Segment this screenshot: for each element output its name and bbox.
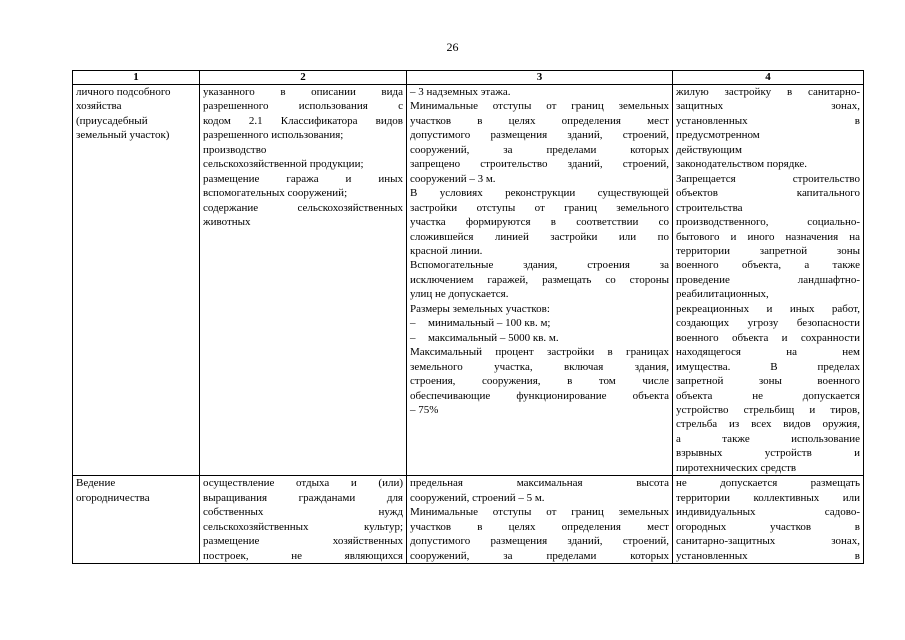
text-line: сельскохозяйственных культур; xyxy=(203,520,403,533)
text-line: установленных в xyxy=(676,114,860,127)
text-line: не допускается размещать xyxy=(676,477,860,490)
text-line: участков в целях определения мест xyxy=(410,114,669,127)
text-line: запретной зоны военного xyxy=(676,375,860,388)
list-dash: – xyxy=(410,331,416,344)
text-line: находящегося на нем xyxy=(676,346,860,359)
text-line: объектов капитального xyxy=(676,187,860,200)
text-line: сложившейся линией застройки или по xyxy=(410,230,669,243)
text-line: территории коллективных или xyxy=(676,491,860,504)
text-line: – 75% xyxy=(410,403,439,416)
text-line: содержание сельскохозяйственных xyxy=(203,201,403,214)
text-line: Ведение xyxy=(76,477,116,490)
cell-restrictions xyxy=(673,85,864,476)
text-line: проведение ландшафтно- xyxy=(676,273,860,286)
text-line: сооружений, за пределами которых xyxy=(410,143,669,156)
column-header-3: 3 xyxy=(407,71,673,85)
text-line: исключением гаражей, размещать со стороны xyxy=(410,273,669,286)
text-line: Запрещается строительство xyxy=(676,172,860,185)
text-line: – 3 надземных этажа. xyxy=(410,86,511,98)
table-header-row xyxy=(73,71,864,85)
text-line: огородных участков в xyxy=(676,520,860,533)
text-line: обеспечивающие функционирование объекта xyxy=(410,389,669,402)
text-line: производство xyxy=(203,143,267,156)
table-row xyxy=(73,85,864,476)
list-dash: – xyxy=(410,317,416,330)
text-line: создающих угрозу безопасности xyxy=(676,317,860,330)
text-line: указанного в описании вида xyxy=(203,86,403,98)
text-line: сельскохозяйственной продукции; xyxy=(203,158,364,171)
text-line: участков в целях определения мест xyxy=(410,520,669,533)
cell-construction-parameters xyxy=(407,476,673,564)
text-line: жилую застройку в санитарно- xyxy=(676,86,860,98)
text-line: военного объекта, а также xyxy=(676,259,860,272)
text-line: (приусадебный xyxy=(76,114,148,127)
text-line: а также использование xyxy=(676,432,860,445)
text-line: участка формируются в соответствии со xyxy=(410,216,669,229)
text-line: В условиях реконструкции существующей xyxy=(410,187,669,200)
text-line: красной линии. xyxy=(410,244,483,257)
text-line: животных xyxy=(203,216,251,229)
cell-restrictions xyxy=(673,476,864,564)
text-line: имущества. В пределах xyxy=(676,360,860,373)
column-header-1: 1 xyxy=(73,71,200,85)
list-item-text: максимальный – 5000 кв. м. xyxy=(428,331,559,344)
text-line: Вспомогательные здания, строения за xyxy=(410,259,669,272)
text-line: кодом 2.1 Классификатора видов xyxy=(203,114,403,127)
text-line: хозяйства xyxy=(76,100,122,113)
text-line: размещение гаража и иных xyxy=(203,172,403,185)
text-line: построек, не являющихся xyxy=(203,549,403,562)
list-item xyxy=(410,331,669,345)
text-line: Минимальные отступы от границ земельных xyxy=(410,506,669,519)
text-line: территории запретной зоны xyxy=(676,244,860,257)
text-line: запрещено строительство зданий, строений, xyxy=(410,158,669,171)
text-line: предельная максимальная высота xyxy=(410,477,669,490)
text-line: военного объекта и сохранности xyxy=(676,331,860,344)
text-line: разрешенного использования; xyxy=(203,129,344,142)
text-line: сооружений – 3 м. xyxy=(410,172,496,185)
text-line: вспомогательных сооружений; xyxy=(203,187,348,200)
list-item xyxy=(410,316,669,330)
text-line: предусмотренном xyxy=(676,129,760,142)
zoning-regulations-table xyxy=(72,70,864,564)
text-line: строительства xyxy=(676,201,743,214)
text-line: сооружений, за пределами которых xyxy=(410,549,669,562)
text-line: Размеры земельных участков: xyxy=(410,302,550,315)
text-line: стрельба из всех видов оружия, xyxy=(676,418,860,431)
text-line: осуществление отдыха и (или) xyxy=(203,477,403,490)
table-row xyxy=(73,476,864,564)
text-line: взрывных устройств и xyxy=(676,447,860,460)
cell-construction-parameters xyxy=(407,85,673,476)
cell-use-description xyxy=(200,85,407,476)
text-line: допустимого размещения зданий, строений, xyxy=(410,535,669,548)
list-item-text: минимальный – 100 кв. м; xyxy=(428,317,551,330)
text-line: огородничества xyxy=(76,491,150,504)
text-line: законодательством порядке. xyxy=(676,158,808,171)
text-line: индивидуальных садово- xyxy=(676,506,860,519)
cell-permitted-use-name xyxy=(73,85,200,476)
text-line: бытового и иного назначения на xyxy=(676,230,860,243)
text-line: санитарно-защитных зонах, xyxy=(676,535,860,548)
text-line: рекреационных и иных работ, xyxy=(676,302,860,315)
cell-use-description xyxy=(200,476,407,564)
text-line: установленных в xyxy=(676,549,860,562)
text-line: Максимальный процент застройки в границах xyxy=(410,346,669,359)
cell-permitted-use-name xyxy=(73,476,200,564)
text-line: улиц не допускается. xyxy=(410,288,509,301)
text-line: пиротехнических средств xyxy=(676,461,797,474)
text-line: защитных зонах, xyxy=(676,100,860,113)
text-line: производственного, социально- xyxy=(676,216,860,229)
column-header-2: 2 xyxy=(200,71,407,85)
text-line: действующим xyxy=(676,143,742,156)
text-line: устройство стрельбищ и тиров, xyxy=(676,403,860,416)
text-line: земельный участок) xyxy=(76,129,170,142)
text-line: допустимого размещения зданий, строений, xyxy=(410,129,669,142)
text-line: собственных нужд xyxy=(203,506,403,519)
text-line: объекта не допускается xyxy=(676,389,860,402)
text-line: разрешенного использования с xyxy=(203,100,403,113)
text-line: сооружений, строений – 5 м. xyxy=(410,491,545,504)
text-line: размещение хозяйственных xyxy=(203,535,403,548)
text-line: Минимальные отступы от границ земельных xyxy=(410,100,669,113)
text-line: реабилитационных, xyxy=(676,288,769,301)
text-line: застройки отступы от границ земельного xyxy=(410,201,669,214)
text-line: строения, сооружения, в том числе xyxy=(410,375,669,388)
page-number: 26 xyxy=(446,40,459,54)
text-line: выращивания гражданами для xyxy=(203,491,403,504)
text-line: земельного участка, включая здания, xyxy=(410,360,669,373)
column-header-4: 4 xyxy=(673,71,864,85)
text-line: личного подсобного xyxy=(76,86,171,98)
